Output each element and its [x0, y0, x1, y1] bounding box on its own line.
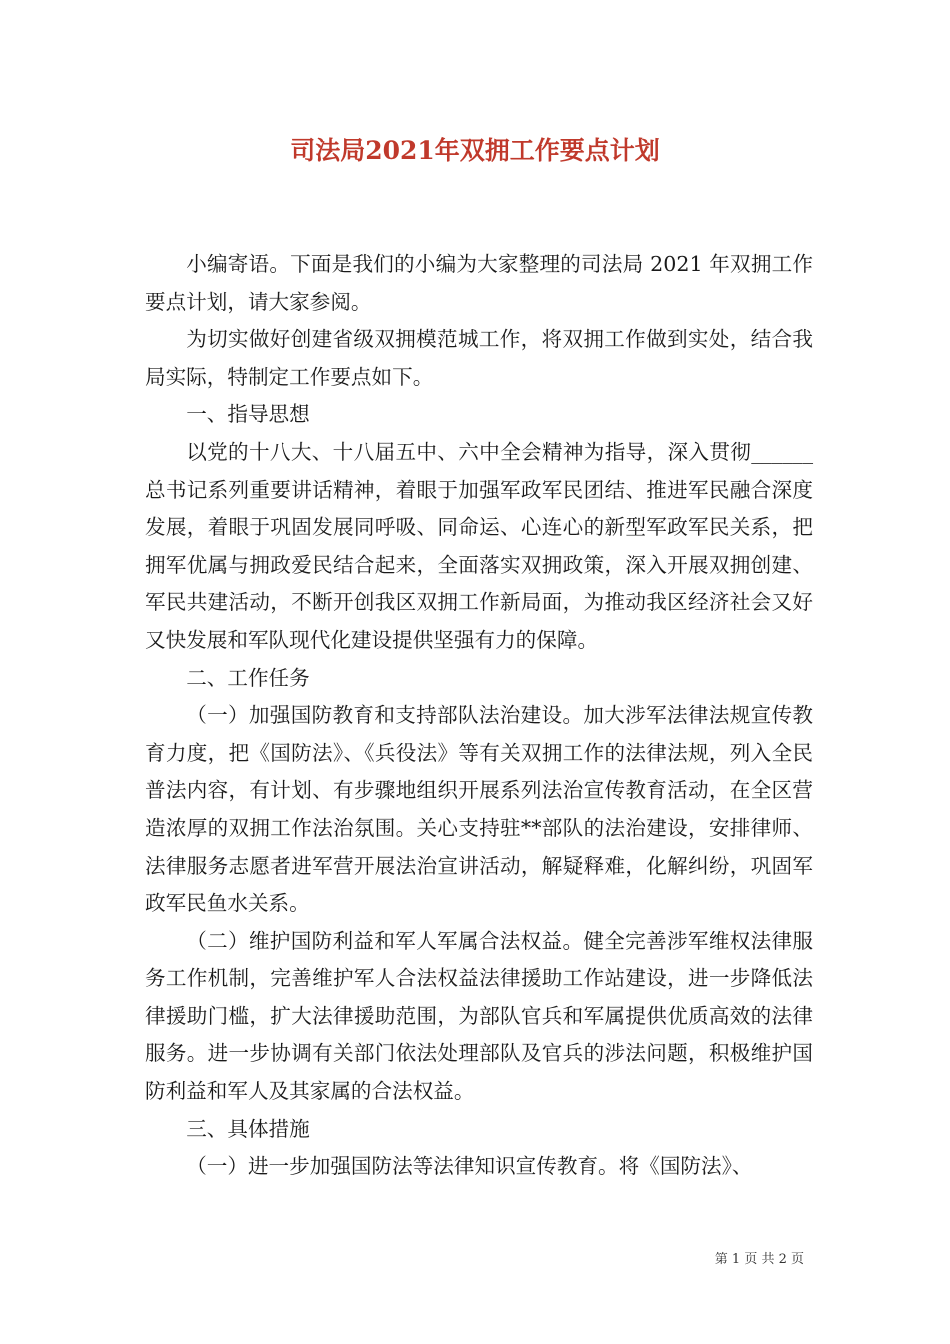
- paragraph-measure-one: （一）进一步加强国防法等法律知识宣传教育。将《国防法》、: [186, 1154, 753, 1179]
- paragraph-intro: 小编寄语。下面是我们的小编为大家整理的司法局 2021 年双拥工作要点计划，请大家参阅。: [145, 252, 813, 314]
- section-heading-work-tasks: 二、工作任务: [186, 665, 310, 690]
- page-number: 第 1 页 共 2 页: [714, 1252, 804, 1267]
- paragraph-guiding-ideology: 以党的十八大、十八届五中、六中全会精神为指导，深入贯彻______总书记系列重要讲话精神，着眼于加强军政军民团结、推进军民融合深度发展，着眼于巩固发展同呼吸、同命运、心连心的新型军政军民关系，把拥军优属与拥政爱民结合起来，全面落实双拥政策，深入开展双拥创建、军民共建活动，不断开创我区双拥工作新局面，为推动我区经济社会又好又快发展和军队现代化建设提供坚强有力的保障。: [145, 439, 813, 652]
- paragraph-task-one: （一）加强国防教育和支持部队法治建设。加大涉军法律法规宣传教育力度，把《国防法》、《兵役法》等有关双拥工作的法律法规，列入全民普法内容，有计划、有步骤地组织开展系列法治宣传教育活动，在全区营造浓厚的双拥工作法治氛围。关心支持驻**部队的法治建设，安排律师、法律服务志愿者进军营开展法治宣讲活动，解疑释难，化解纠纷，巩固军政军民鱼水关系。: [145, 703, 813, 916]
- section-heading-guiding-ideology: 一、指导思想: [186, 402, 310, 427]
- paragraph-task-two: （二）维护国防利益和军人军属合法权益。健全完善涉军维权法律服务工作机制，完善维护军人合法权益法律援助工作站建设，进一步降低法律援助门槛，扩大法律援助范围，为部队官兵和军属提供优质高效的法律服务。进一步协调有关部门依法处理部队及官兵的涉法问题，积极维护国防利益和军人及其家属的合法权益。: [145, 928, 813, 1104]
- page-title: 司法局2021年双拥工作要点计划: [290, 136, 660, 165]
- paragraph-purpose: 为切实做好创建省级双拥模范城工作，将双拥工作做到实处，结合我局实际，特制定工作要点如下。: [145, 327, 813, 389]
- section-heading-specific-measures: 三、具体措施: [186, 1116, 310, 1141]
- document-body: [145, 246, 813, 1186]
